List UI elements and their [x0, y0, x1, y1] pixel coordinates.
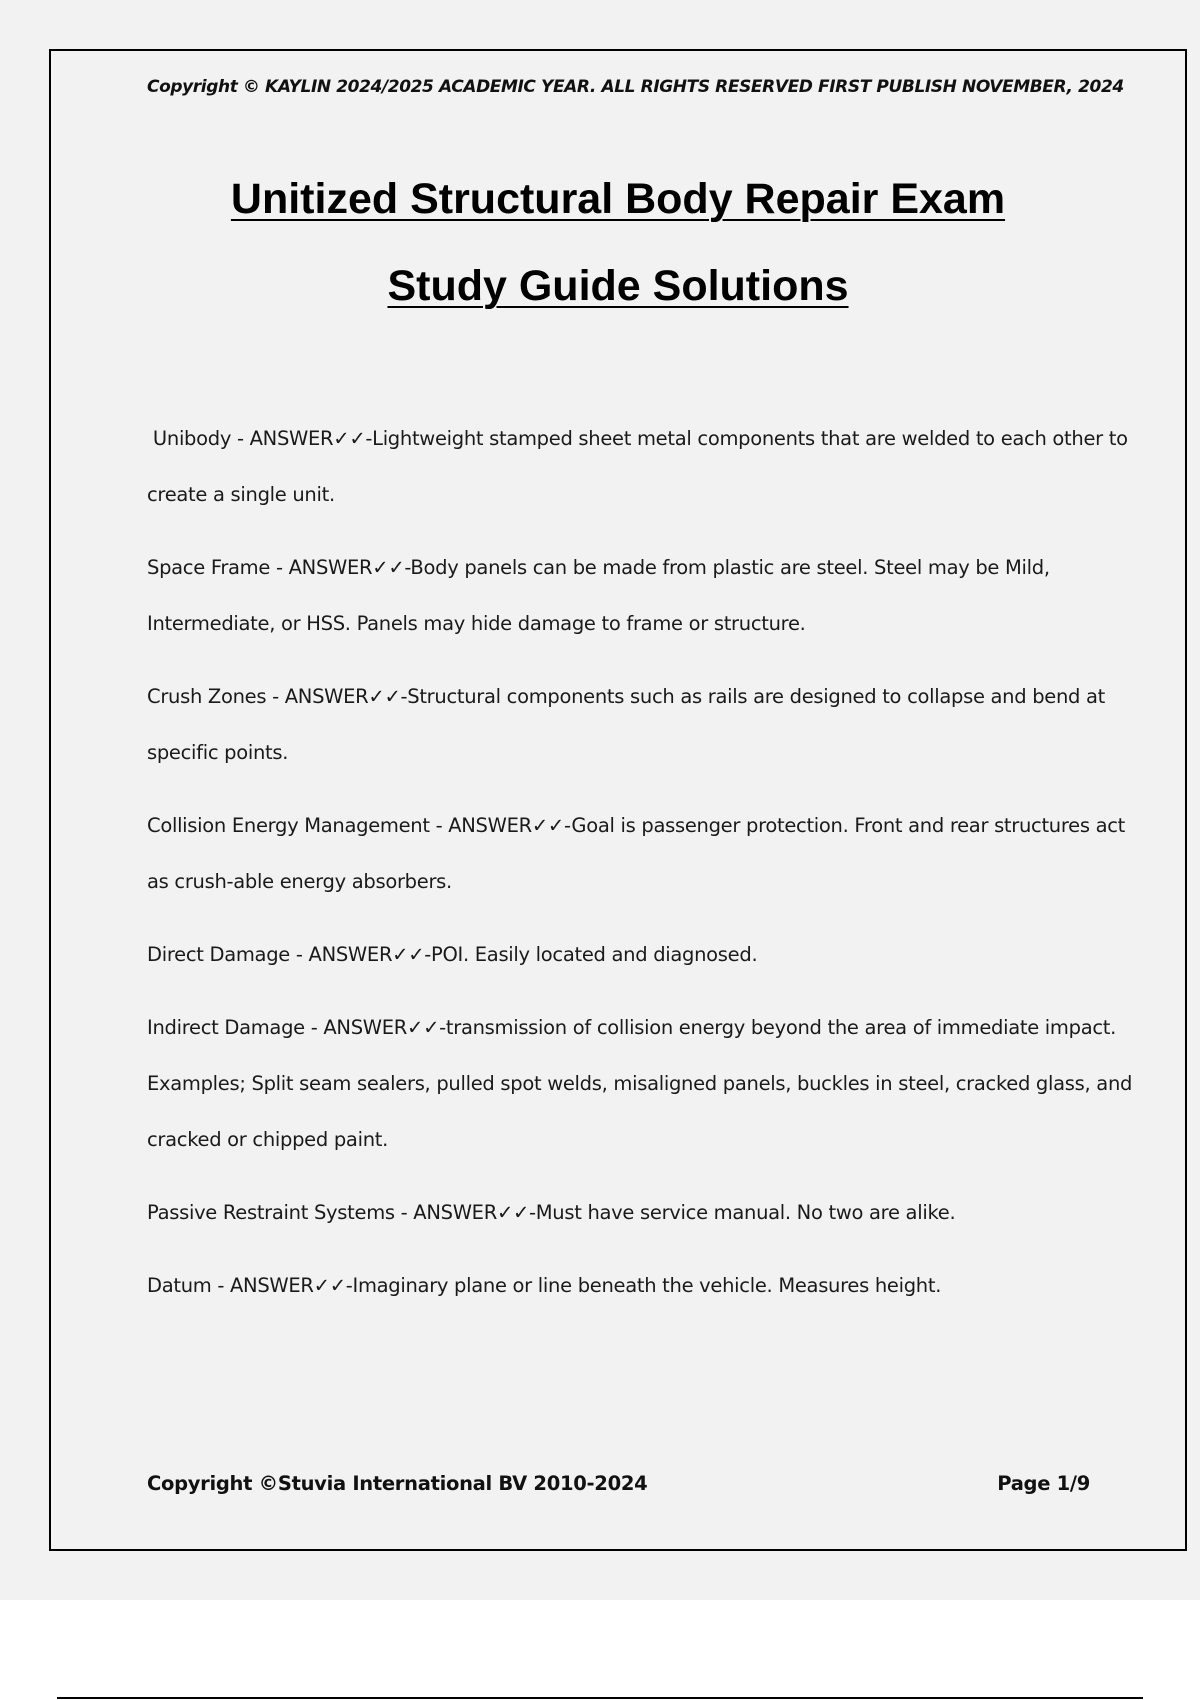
qa-list — [147, 411, 1147, 1331]
answer-label: ANSWER✓✓ - — [289, 556, 411, 579]
entry-term: Passive Restraint Systems - — [147, 1201, 413, 1224]
qa-entry — [147, 669, 1147, 781]
page-title-line-1: Unitized Structural Body Repair Exam — [230, 175, 1006, 223]
entry-term: Unibody - — [153, 427, 250, 450]
entry-answer: transmission of collision energy beyond the area of immediate impact. Examples; Split seam sealers, pulled spot welds, misaligned panels, buckles in steel, cracked glass, and cracked or chipped paint. — [147, 1016, 1133, 1151]
answer-label: ANSWER✓✓ - — [323, 1016, 445, 1039]
answer-label: ANSWER✓✓ - — [250, 427, 372, 450]
qa-entry — [147, 798, 1147, 910]
answer-label: ANSWER✓✓ - — [448, 814, 571, 837]
entry-term: Crush Zones - — [147, 685, 285, 708]
next-page-divider — [57, 1697, 1143, 1699]
qa-entry — [147, 540, 1147, 652]
entry-term: Collision Energy Management - — [147, 814, 448, 837]
answer-label: ANSWER✓✓ - — [309, 943, 431, 966]
answer-label: ANSWER✓✓ - — [285, 685, 407, 708]
answer-label: ANSWER✓✓ - — [230, 1274, 352, 1297]
answer-label: ANSWER✓✓ - — [413, 1201, 535, 1224]
entry-answer: Lightweight stamped sheet metal components that are welded to each other to create a single unit. — [147, 427, 1128, 506]
entry-term: Datum - — [147, 1274, 230, 1297]
document-page — [49, 49, 1187, 1551]
entry-answer: Must have service manual. No two are alike. — [535, 1201, 956, 1224]
page-title-line-2: Study Guide Solutions — [387, 262, 849, 310]
page-number: Page 1/9 — [997, 1472, 1090, 1495]
entry-term: Space Frame - — [147, 556, 289, 579]
qa-entry — [147, 1185, 1147, 1241]
entry-term: Direct Damage - — [147, 943, 309, 966]
entry-answer: POI. Easily located and diagnosed. — [431, 943, 758, 966]
entry-answer: Imaginary plane or line beneath the vehicle. Measures height. — [352, 1274, 942, 1297]
entry-term: Indirect Damage - — [147, 1016, 323, 1039]
entry-answer: Goal is passenger protection. Front and rear structures act as crush-able energy absorbers. — [147, 814, 1126, 893]
footer-copyright: Copyright ©Stuvia International BV 2010-2024 — [147, 1472, 648, 1495]
qa-entry — [147, 1258, 1147, 1314]
qa-entry — [147, 1000, 1147, 1168]
entry-answer: Body panels can be made from plastic are steel. Steel may be Mild, Intermediate, or HSS. Panels may hide damage to frame or structure. — [147, 556, 1050, 635]
qa-entry — [147, 411, 1147, 523]
header-copyright: Copyright © KAYLIN 2024/2025 ACADEMIC YEAR. ALL RIGHTS RESERVED FIRST PUBLISH NOVEMBER, 2024 — [147, 77, 1124, 97]
entry-answer: Structural components such as rails are designed to collapse and bend at specific points. — [147, 685, 1106, 764]
qa-entry — [147, 927, 1147, 983]
